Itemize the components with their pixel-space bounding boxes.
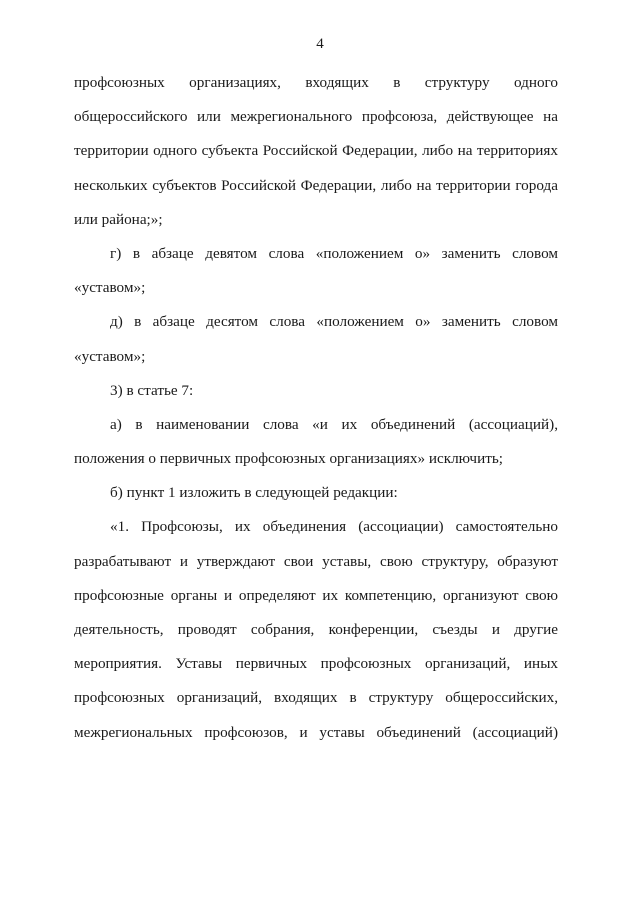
- text-line: «1. Профсоюзы, их объединения (ассоциации) самостоятельно: [110, 518, 558, 536]
- text-line: межрегиональных профсоюзов, и уставы объединений (ассоциаций): [74, 723, 558, 741]
- text-line: а) в наименовании слова «и их объединений (ассоциаций),: [110, 415, 558, 433]
- text-line: положения о первичных профсоюзных организациях» исключить;: [74, 450, 503, 468]
- text-line: мероприятия. Уставы первичных профсоюзных организаций, иных: [74, 655, 558, 673]
- text-line: нескольких субъектов Российской Федерации, либо на территории города: [74, 176, 558, 194]
- text-line: «уставом»;: [74, 347, 146, 365]
- text-line: профсоюзных организациях, входящих в структуру одного: [74, 74, 558, 91]
- text-line: профсоюзные органы и определяют их компетенцию, организуют свою: [74, 586, 558, 604]
- text-line: д) в абзаце десятом слова «положением о» заменить словом: [110, 313, 558, 331]
- document-body: [74, 66, 558, 750]
- text-line: профсоюзных организаций, входящих в структуру общероссийских,: [74, 689, 558, 707]
- text-line: б) пункт 1 изложить в следующей редакции:: [110, 484, 398, 502]
- text-line: деятельность, проводят собрания, конференции, съезды и другие: [74, 621, 558, 638]
- text-line: разрабатывают и утверждают свои уставы, свою структуру, образуют: [74, 552, 558, 570]
- text-line: 3) в статье 7:: [110, 381, 194, 399]
- text-line: общероссийского или межрегионального профсоюза, действующее на: [74, 108, 558, 126]
- page-number: 4: [316, 36, 324, 52]
- text-line: г) в абзаце девятом слова «положением о» заменить словом: [110, 244, 558, 262]
- text-line: или района;»;: [74, 210, 163, 228]
- text-line: «уставом»;: [74, 279, 146, 297]
- text-line: территории одного субъекта Российской Федерации, либо на территориях: [74, 142, 558, 160]
